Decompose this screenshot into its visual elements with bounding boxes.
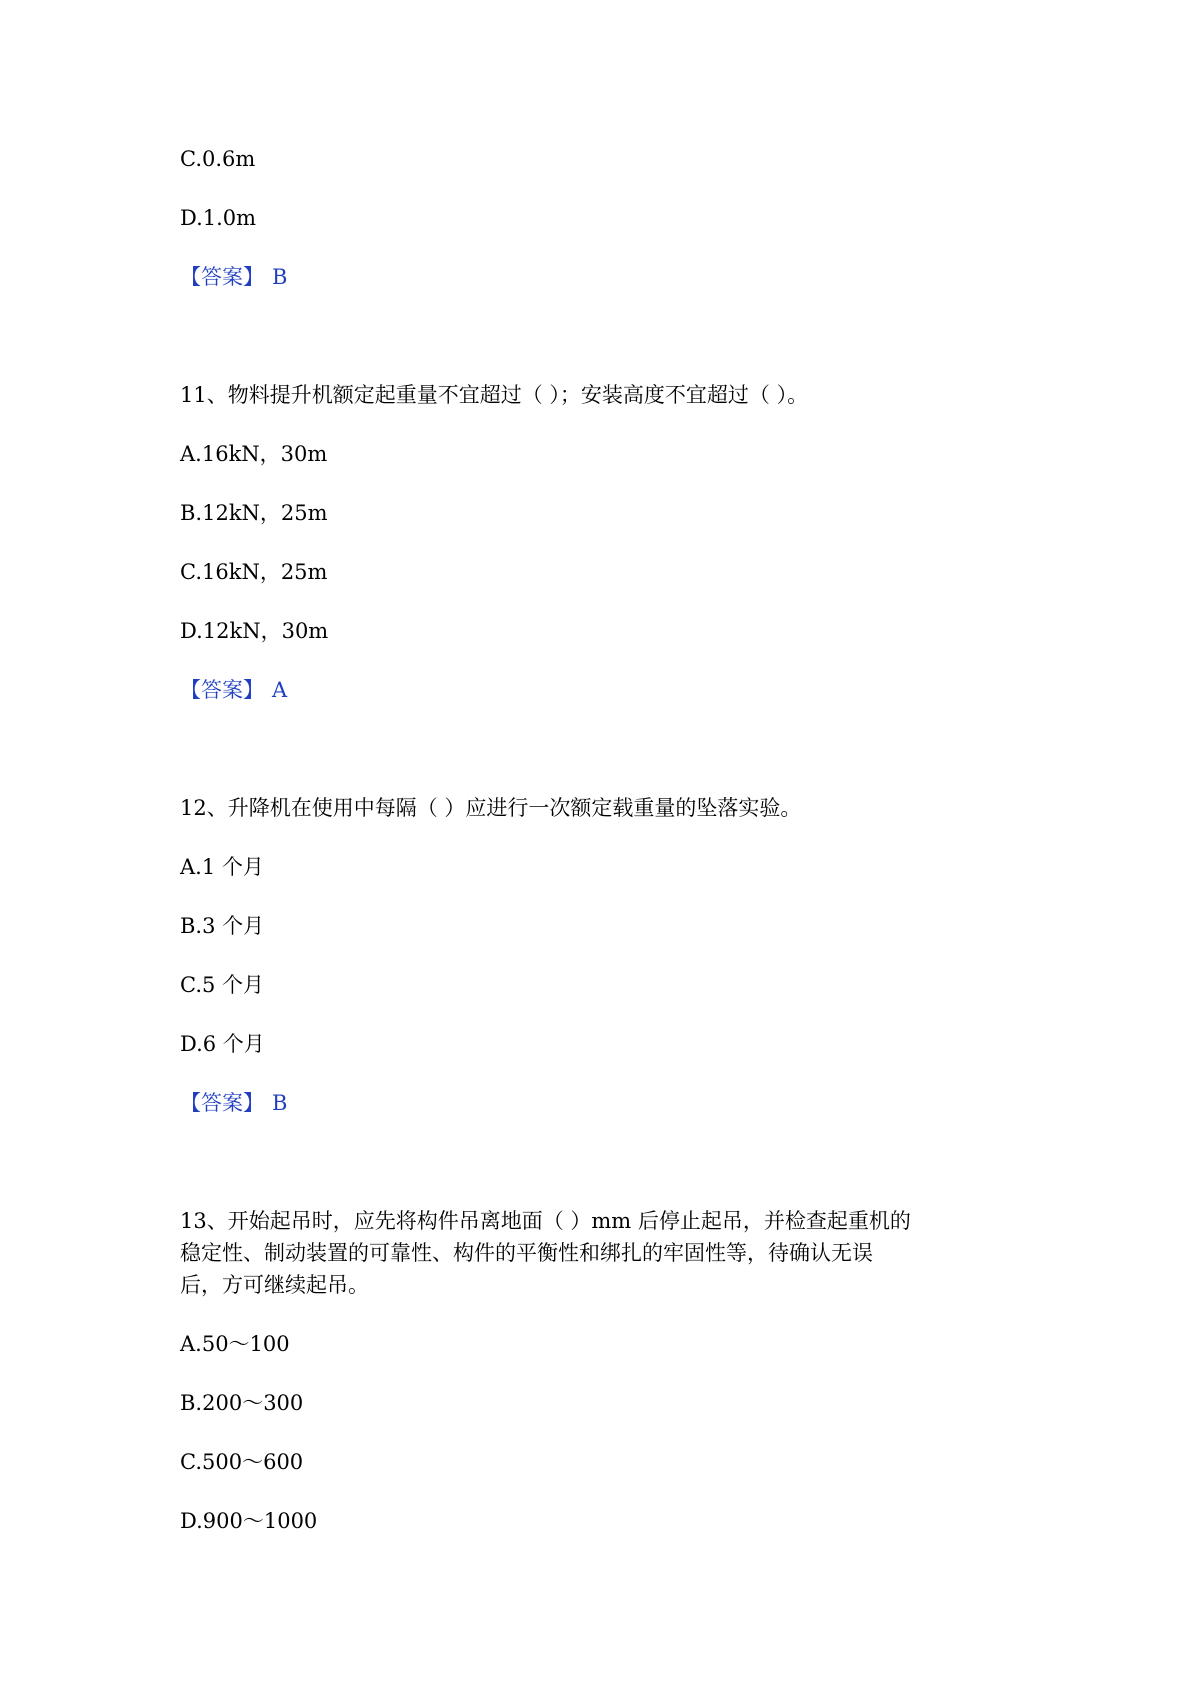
q10-answer: [180, 262, 287, 292]
q13-option-b: B.200～300: [180, 1391, 304, 1415]
q11-answer-value: A: [272, 678, 288, 702]
q13-option-c: C.500～600: [180, 1450, 304, 1474]
q13-question-line-3: 后，方可继续起吊。: [180, 1273, 369, 1297]
q10-option-c: C.0.6m: [180, 147, 256, 171]
q12-option-d: D.6 个月: [180, 1032, 265, 1056]
q12-option-c: C.5 个月: [180, 973, 265, 997]
q10-option-d: D.1.0m: [180, 206, 257, 230]
q12-question: 12、升降机在使用中每隔（ ）应进行一次额定载重量的坠落实验。: [180, 796, 802, 820]
q13-question-line-1: 13、开始起吊时，应先将构件吊离地面（ ）mm 后停止起吊，并检查起重机的: [180, 1209, 911, 1233]
q12-option-a: A.1 个月: [180, 855, 264, 879]
q12-option-b: B.3 个月: [180, 914, 265, 938]
q10-answer-value: B: [272, 265, 288, 289]
q11-option-b: B.12kN，25m: [180, 501, 328, 525]
q13-option-a: A.50～100: [180, 1332, 290, 1356]
q10-answer-label: 【答案】: [180, 265, 264, 289]
q11-option-d: D.12kN，30m: [180, 619, 329, 643]
q13-question-line-2: 稳定性、制动装置的可靠性、构件的平衡性和绑扎的牢固性等，待确认无误: [180, 1241, 873, 1265]
q11-answer-label: 【答案】: [180, 678, 264, 702]
q12-answer-value: B: [272, 1091, 288, 1115]
q13-option-d: D.900～1000: [180, 1509, 318, 1533]
q11-option-c: C.16kN，25m: [180, 560, 328, 584]
q12-answer-label: 【答案】: [180, 1091, 264, 1115]
q11-answer: [180, 675, 287, 705]
q12-answer: [180, 1088, 287, 1118]
q11-option-a: A.16kN，30m: [180, 442, 328, 466]
q11-question: 11、物料提升机额定起重量不宜超过（ ）；安装高度不宜超过（ ）。: [180, 383, 809, 407]
